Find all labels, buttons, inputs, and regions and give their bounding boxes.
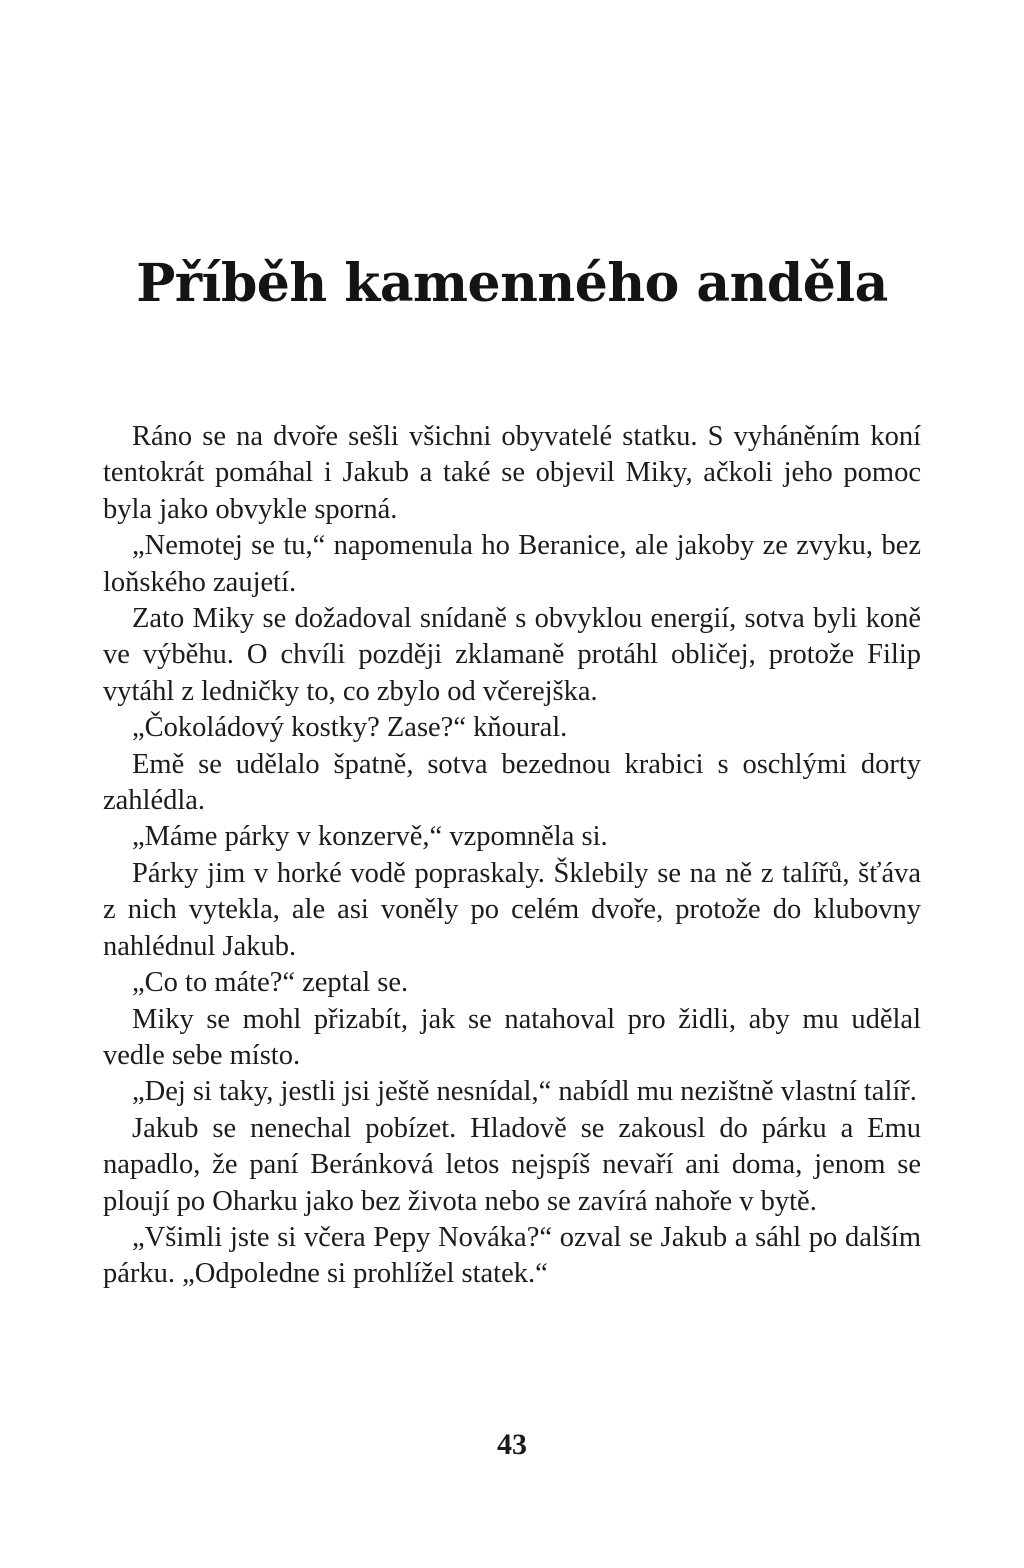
paragraph: „Máme párky v konzervě,“ vzpomněla si. [132,821,608,853]
paragraph: Miky se mohl přizabít, jak se natahoval pro židli, aby mu udělal vedle sebe místo. [103,1003,921,1071]
paragraph: „Všimli jste si včera Pepy Nováka?“ ozval se Jakub a sáhl po dalším párku. „Odpoledne si prohlížel statek.“ [103,1221,921,1290]
paragraph: Jakub se nenechal pobízet. Hladově se zakousl do párku a Emu napadlo, že paní Beránková letos nejspíš nevaří ani doma, jenom se ploují po Oharku jako bez života nebo se zavírá nahoře v bytě. [103,1112,921,1217]
chapter-body-text [103,419,921,1293]
chapter-title: Příběh kamenného anděla [136,253,888,314]
paragraph: Emě se udělalo špatně, sotva bezednou krabici s oschlými dorty zahlédla. [103,748,921,817]
paragraph: „Co to máte?“ zeptal se. [132,967,409,999]
paragraph: Zato Miky se dožadoval snídaně s obvyklou energií, sotva byli koně ve výběhu. O chvíli později zklamaně protáhl obličej, protože Filip vytáhl z ledničky to, co zbylo od včerejška. [103,603,921,707]
paragraph: Párky jim v horké vodě popraskaly. Šklebily se na ně z talířů, šťáva z nich vytekla, ale asi voněly po celém dvoře, protože do klubovny nahlédnul Jakub. [103,857,921,962]
paragraph: „Nemotej se tu,“ napomenula ho Beranice, ale jakoby ze zvyku, bez loňského zaujetí. [103,530,921,598]
paragraph: „Čokoládový kostky? Zase?“ kňoural. [132,712,568,744]
paragraph: „Dej si taky, jestli jsi ještě nesnídal,“ nabídl mu nezištně vlastní talíř. [132,1076,917,1108]
page-number: 43 [497,1428,527,1461]
paragraph: Ráno se na dvoře sešli všichni obyvatelé statku. S vyháněním koní tentokrát pomáhal i Jakub a také se objevil Miky, ačkoli jeho pomoc byla jako obvykle sporná. [103,421,921,525]
